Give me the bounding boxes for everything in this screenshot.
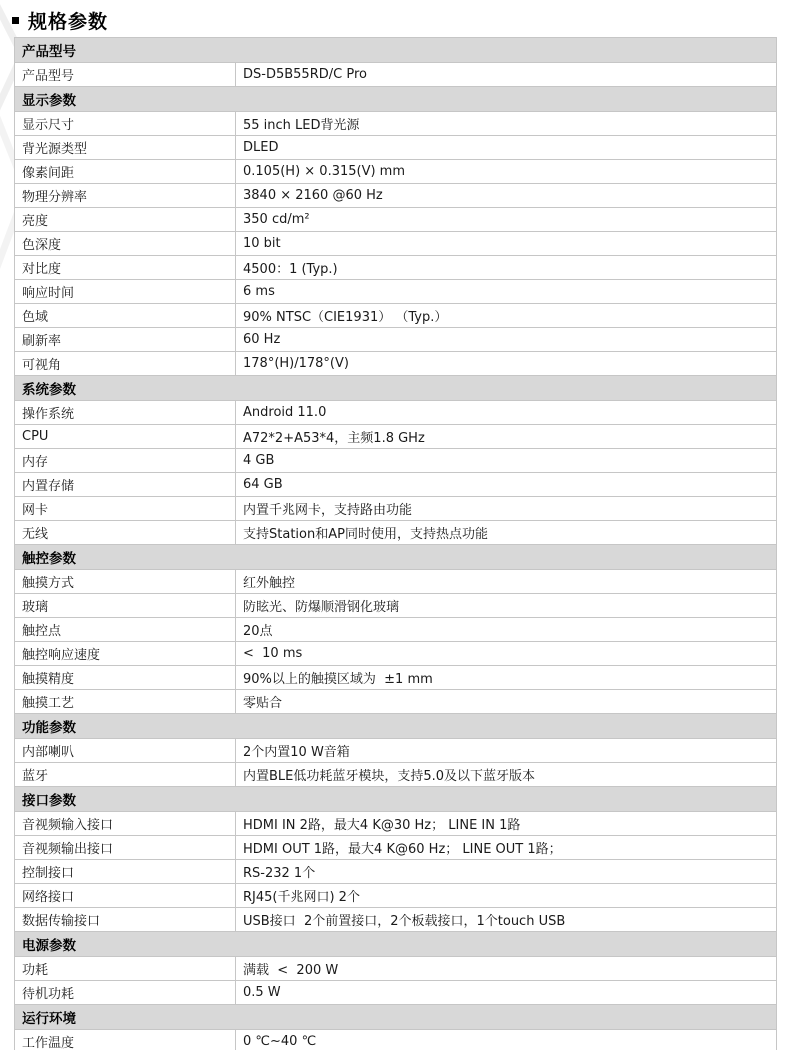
spec-value: DS-D5B55RD/C Pro [236, 63, 777, 87]
spec-value: A72*2+A53*4，主频1.8 GHz [236, 425, 777, 449]
table-row [15, 570, 777, 594]
section-header-row [15, 714, 777, 739]
spec-table-body [15, 38, 777, 1050]
spec-table [14, 37, 777, 1050]
section-header: 显示参数 [15, 87, 777, 112]
spec-value: 支持Station和AP同时使用，支持热点功能 [236, 521, 777, 545]
spec-value: DLED [236, 136, 777, 160]
spec-label: 数据传输接口 [15, 908, 236, 932]
spec-label: 触摸工艺 [15, 690, 236, 714]
table-row [15, 618, 777, 642]
table-row [15, 908, 777, 932]
spec-label: 无线 [15, 521, 236, 545]
spec-value: USB接口 2个前置接口，2个板载接口，1个touch USB [236, 908, 777, 932]
spec-value: 内置BLE低功耗蓝牙模块，支持5.0及以下蓝牙版本 [236, 763, 777, 787]
spec-value: 内置千兆网卡，支持路由功能 [236, 497, 777, 521]
spec-value: 0.5 W [236, 981, 777, 1005]
spec-label: 内部喇叭 [15, 739, 236, 763]
spec-label: 亮度 [15, 208, 236, 232]
section-header-row [15, 545, 777, 570]
spec-label: 色域 [15, 304, 236, 328]
section-header: 产品型号 [15, 38, 777, 63]
table-row [15, 739, 777, 763]
spec-value: 零贴合 [236, 690, 777, 714]
table-row [15, 112, 777, 136]
spec-label: 显示尺寸 [15, 112, 236, 136]
spec-label: 控制接口 [15, 860, 236, 884]
spec-label: 响应时间 [15, 280, 236, 304]
table-row [15, 280, 777, 304]
spec-value: 55 inch LED背光源 [236, 112, 777, 136]
spec-label: 产品型号 [15, 63, 236, 87]
table-row [15, 352, 777, 376]
spec-label: 可视角 [15, 352, 236, 376]
spec-value: 90% NTSC（CIE1931） （Typ.） [236, 304, 777, 328]
spec-label: 网卡 [15, 497, 236, 521]
spec-label: 功耗 [15, 957, 236, 981]
table-row [15, 473, 777, 497]
spec-label: 像素间距 [15, 160, 236, 184]
table-row [15, 884, 777, 908]
spec-label: 物理分辨率 [15, 184, 236, 208]
table-row [15, 860, 777, 884]
table-row [15, 449, 777, 473]
spec-label: 待机功耗 [15, 981, 236, 1005]
table-row [15, 666, 777, 690]
spec-value: 4 GB [236, 449, 777, 473]
spec-value: 满载 < 200 W [236, 957, 777, 981]
table-row [15, 256, 777, 280]
table-row [15, 328, 777, 352]
spec-value: HDMI IN 2路，最大4 K@30 Hz； LINE IN 1路 [236, 812, 777, 836]
page-title: 规格参数 [28, 11, 109, 33]
table-row [15, 594, 777, 618]
page-title-block [12, 7, 108, 34]
spec-value: Android 11.0 [236, 401, 777, 425]
spec-value: 6 ms [236, 280, 777, 304]
spec-value: RJ45(千兆网口) 2个 [236, 884, 777, 908]
section-header-row [15, 38, 777, 63]
spec-label: 对比度 [15, 256, 236, 280]
table-row [15, 836, 777, 860]
section-header-row [15, 376, 777, 401]
spec-label: 网络接口 [15, 884, 236, 908]
section-header: 接口参数 [15, 787, 777, 812]
table-row [15, 208, 777, 232]
spec-value: 4500：1 (Typ.) [236, 256, 777, 280]
spec-label: CPU [15, 425, 236, 449]
table-row [15, 232, 777, 256]
table-row [15, 304, 777, 328]
table-row [15, 690, 777, 714]
section-header: 运行环境 [15, 1005, 777, 1030]
spec-label: 内置存储 [15, 473, 236, 497]
spec-value: 64 GB [236, 473, 777, 497]
spec-label: 刷新率 [15, 328, 236, 352]
section-header: 功能参数 [15, 714, 777, 739]
table-row [15, 497, 777, 521]
table-row [15, 184, 777, 208]
spec-value: RS-232 1个 [236, 860, 777, 884]
spec-value: HDMI OUT 1路，最大4 K@60 Hz； LINE OUT 1路； [236, 836, 777, 860]
section-header-row [15, 787, 777, 812]
spec-label: 音视频输入接口 [15, 812, 236, 836]
spec-value: 350 cd/m² [236, 208, 777, 232]
section-header: 系统参数 [15, 376, 777, 401]
spec-value: 2个内置10 W音箱 [236, 739, 777, 763]
section-header-row [15, 1005, 777, 1030]
section-header-row [15, 932, 777, 957]
section-header: 触控参数 [15, 545, 777, 570]
section-header: 电源参数 [15, 932, 777, 957]
table-row [15, 401, 777, 425]
spec-value: 10 bit [236, 232, 777, 256]
spec-label: 玻璃 [15, 594, 236, 618]
table-row [15, 981, 777, 1005]
spec-label: 背光源类型 [15, 136, 236, 160]
title-bullet-icon [12, 17, 19, 24]
table-row [15, 763, 777, 787]
spec-label: 内存 [15, 449, 236, 473]
spec-value: 60 Hz [236, 328, 777, 352]
section-header-row [15, 87, 777, 112]
spec-value: 红外触控 [236, 570, 777, 594]
spec-label: 触摸方式 [15, 570, 236, 594]
spec-value: 90%以上的触摸区域为 ±1 mm [236, 666, 777, 690]
spec-value: 20点 [236, 618, 777, 642]
table-row [15, 63, 777, 87]
spec-value: 178°(H)/178°(V) [236, 352, 777, 376]
spec-label: 色深度 [15, 232, 236, 256]
spec-value: 0 ℃~40 ℃ [236, 1030, 777, 1050]
spec-label: 触摸精度 [15, 666, 236, 690]
table-row [15, 521, 777, 545]
spec-value: 防眩光、防爆顺滑钢化玻璃 [236, 594, 777, 618]
table-row [15, 957, 777, 981]
table-row [15, 136, 777, 160]
spec-label: 音视频输出接口 [15, 836, 236, 860]
spec-label: 蓝牙 [15, 763, 236, 787]
table-row [15, 1030, 777, 1050]
table-row [15, 642, 777, 666]
table-row [15, 812, 777, 836]
spec-label: 触控响应速度 [15, 642, 236, 666]
spec-value: 0.105(H) × 0.315(V) mm [236, 160, 777, 184]
spec-label: 工作温度 [15, 1030, 236, 1050]
spec-label: 触控点 [15, 618, 236, 642]
table-row [15, 425, 777, 449]
table-row [15, 160, 777, 184]
spec-value: < 10 ms [236, 642, 777, 666]
spec-label: 操作系统 [15, 401, 236, 425]
spec-value: 3840 × 2160 @60 Hz [236, 184, 777, 208]
